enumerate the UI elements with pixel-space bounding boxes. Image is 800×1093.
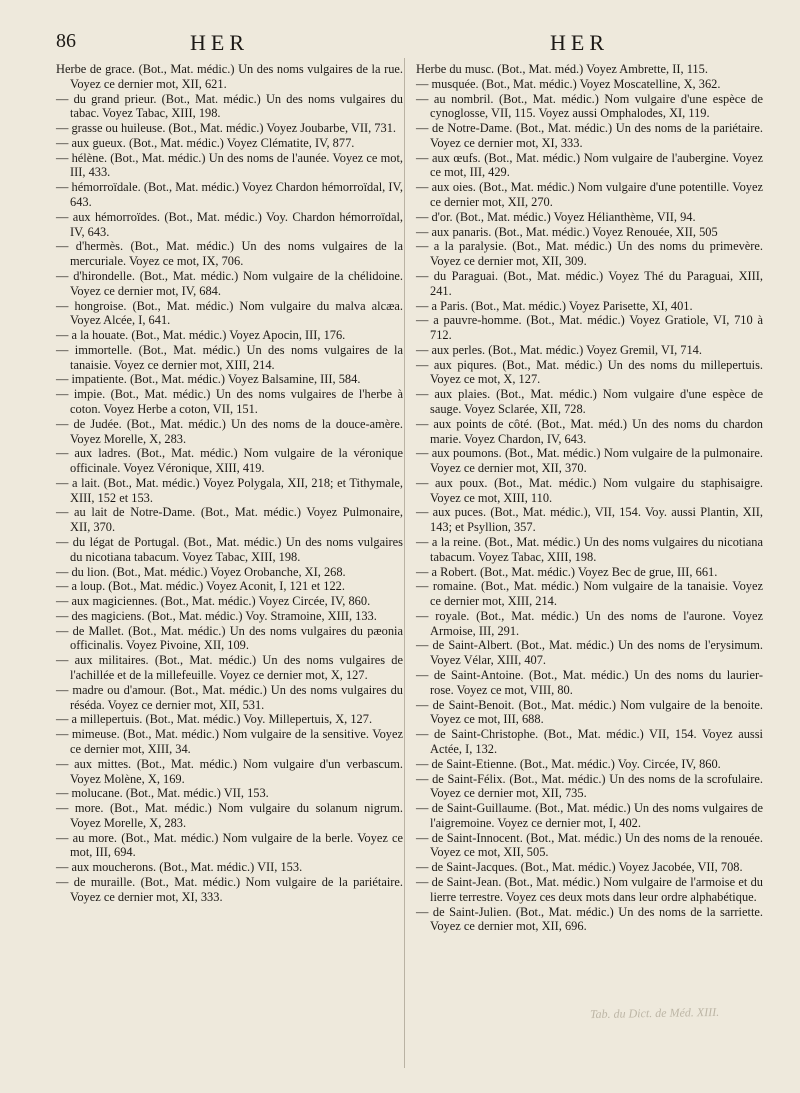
dictionary-entry: — du grand prieur. (Bot., Mat. médic.) Un des noms vulgaires du tabac. Voyez Tabac, XIII, 198. xyxy=(56,91,403,121)
dictionary-entry: — de Judée. (Bot., Mat. médic.) Un des noms de la douce-amère. Voyez Morelle, X, 283. xyxy=(56,416,403,446)
dictionary-entry: Herbe de grace. (Bot., Mat. médic.) Un des noms vulgaires de la rue. Voyez ce dernier mot, XII, 621. xyxy=(56,62,403,91)
dictionary-entry: — aux puces. (Bot., Mat. médic.), VII, 154. Voy. aussi Plantin, XII, 143; et Psyllion, 357. xyxy=(416,505,763,535)
dictionary-entry: — au nombril. (Bot., Mat. médic.) Nom vulgaire d'une espèce de cynoglosse, VII, 115. Voyez aussi Omphalodes, XI, 119. xyxy=(416,91,763,121)
dictionary-entry: — madre ou d'amour. (Bot., Mat. médic.) Un des noms vulgaires du réséda. Voyez ce dernier mot, XII, 531. xyxy=(56,682,403,712)
dictionary-entry: — hémorroïdale. (Bot., Mat. médic.) Voyez Chardon hémorroïdal, IV, 643. xyxy=(56,180,403,210)
running-head-right: HER xyxy=(550,30,609,55)
dictionary-entry: — de Saint-Jean. (Bot., Mat. médic.) Nom vulgaire de l'armoise et du lierre terrestre. Voyez ces deux mots dans leur ordre alphabétique. xyxy=(416,874,763,904)
dictionary-entry: — a loup. (Bot., Mat. médic.) Voyez Aconit, I, 121 et 122. xyxy=(56,579,345,594)
dictionary-entry: — de Saint-Etienne. (Bot., Mat. médic.) Voy. Circée, IV, 860. xyxy=(416,756,721,771)
dictionary-entry: — immortelle. (Bot., Mat. médic.) Un des noms vulgaires de la tanaisie. Voyez ce dernier mot, XIII, 214. xyxy=(56,342,403,372)
dictionary-entry: — aux poumons. (Bot., Mat. médic.) Nom vulgaire de la pulmonaire. Voyez ce dernier mot, XII, 370. xyxy=(416,446,763,476)
dictionary-entry: — aux mittes. (Bot., Mat. médic.) Nom vulgaire d'un verbascum. Voyez Molène, X, 169. xyxy=(56,756,403,786)
page-header xyxy=(0,30,800,60)
dictionary-entry: — impatiente. (Bot., Mat. médic.) Voyez Balsamine, III, 584. xyxy=(56,372,361,387)
dictionary-entry: — a la reine. (Bot., Mat. médic.) Un des noms vulgaires du nicotiana tabacum. Voyez Tabac, XIII, 198. xyxy=(416,535,763,564)
dictionary-entry: — d'hirondelle. (Bot., Mat. médic.) Nom vulgaire de la chélidoine. Voyez ce dernier mot, IV, 684. xyxy=(56,268,403,298)
dictionary-entry: — aux poux. (Bot., Mat. médic.) Nom vulgaire du staphisaigre. Voyez ce mot, XIII, 110. xyxy=(416,475,763,505)
dictionary-entry: — aux militaires. (Bot., Mat. médic.) Un des noms vulgaires de l'achillée et de la millefeuille. Voyez ce dernier mot, X, 127. xyxy=(56,653,403,683)
dictionary-entry: — hélène. (Bot., Mat. médic.) Un des noms de l'aunée. Voyez ce mot, III, 433. xyxy=(56,150,403,180)
dictionary-entry: — aux panaris. (Bot., Mat. médic.) Voyez Renouée, XII, 505 xyxy=(416,224,718,239)
dictionary-entry: — du lion. (Bot., Mat. médic.) Voyez Orobanche, XI, 268. xyxy=(56,564,346,579)
dictionary-entry: — de Saint-Innocent. (Bot., Mat. médic.) Un des noms de la renouée. Voyez ce mot, XII, 505. xyxy=(416,830,763,860)
dictionary-entry: — aux plaies. (Bot., Mat. médic.) Nom vulgaire d'une espèce de sauge. Voyez Sclarée, XII, 728. xyxy=(416,387,763,416)
dictionary-entry: — a millepertuis. (Bot., Mat. médic.) Voy. Millepertuis, X, 127. xyxy=(56,712,373,727)
dictionary-entry: — de Saint-Benoit. (Bot., Mat. médic.) Nom vulgaire de la benoite. Voyez ce mot, III, 688. xyxy=(416,697,763,727)
dictionary-entry: — de Saint-Julien. (Bot., Mat. médic.) Un des noms de la sarriette. Voyez ce dernier mot, XII, 696. xyxy=(416,904,763,934)
left-column xyxy=(56,62,403,905)
dictionary-entry: — aux ladres. (Bot., Mat. médic.) Nom vulgaire de la véronique officinale. Voyez Véronique, XIII, 419. xyxy=(56,446,403,476)
dictionary-entry: — aux moucherons. (Bot., Mat. médic.) VII, 153. xyxy=(56,860,303,875)
dictionary-entry: — impie. (Bot., Mat. médic.) Un des noms vulgaires de l'herbe à coton. Voyez Herbe a coton, VII, 151. xyxy=(56,387,403,416)
dictionary-entry: — au more. (Bot., Mat. médic.) Nom vulgaire de la berle. Voyez ce mot, III, 694. xyxy=(56,830,403,860)
dictionary-entry: — de Saint-Antoine. (Bot., Mat. médic.) Un des noms du laurier-rose. Voyez ce mot, VIII, 80. xyxy=(416,668,763,697)
dictionary-entry: — de Saint-Christophe. (Bot., Mat. médic.) VII, 154. Voyez aussi Actée, I, 132. xyxy=(416,727,763,756)
dictionary-entry: — d'hermès. (Bot., Mat. médic.) Un des noms vulgaires de la mercuriale. Voyez ce mot, IX, 706. xyxy=(56,239,403,269)
dictionary-entry: — aux magiciennes. (Bot., Mat. médic.) Voyez Circée, IV, 860. xyxy=(56,594,371,609)
dictionary-entry: — de Saint-Albert. (Bot., Mat. médic.) Un des noms de l'erysimum. Voyez Vélar, XIII, 407. xyxy=(416,638,763,668)
dictionary-entry: — molucane. (Bot., Mat. médic.) VII, 153. xyxy=(56,786,269,801)
dictionary-entry: — aux gueux. (Bot., Mat. médic.) Voyez Clématite, IV, 877. xyxy=(56,135,355,150)
dictionary-entry: — aux oies. (Bot., Mat. médic.) Nom vulgaire d'une potentille. Voyez ce dernier mot, XII, 270. xyxy=(416,180,763,210)
dictionary-entry: — d'or. (Bot., Mat. médic.) Voyez Hélianthème, VII, 94. xyxy=(416,209,696,224)
dictionary-entry: Herbe du musc. (Bot., Mat. méd.) Voyez Ambrette, II, 115. xyxy=(416,62,708,76)
right-column xyxy=(416,62,763,934)
dictionary-entry: — a Robert. (Bot., Mat. médic.) Voyez Bec de grue, III, 661. xyxy=(416,564,718,579)
dictionary-entry: — du légat de Portugal. (Bot., Mat. médic.) Un des noms vulgaires du nicotiana tabacum. Voyez Tabac, XIII, 198. xyxy=(56,535,403,564)
dictionary-entry: — de Mallet. (Bot., Mat. médic.) Un des noms vulgaires du pæonia officinalis. Voyez Pivoine, XII, 109. xyxy=(56,623,403,653)
dictionary-entry: — aux points de côté. (Bot., Mat. méd.) Un des noms du chardon marie. Voyez Chardon, IV, 643. xyxy=(416,416,763,446)
dictionary-entry: — musquée. (Bot., Mat. médic.) Voyez Moscatelline, X, 362. xyxy=(416,76,721,91)
dictionary-entry: — a pauvre-homme. (Bot., Mat. médic.) Voyez Gratiole, VI, 710 à 712. xyxy=(416,313,763,343)
dictionary-entry: — aux hémorroïdes. (Bot., Mat. médic.) Voy. Chardon hémorroïdal, IV, 643. xyxy=(56,209,403,239)
dictionary-entry: — romaine. (Bot., Mat. médic.) Nom vulgaire de la tanaisie. Voyez ce dernier mot, XIII, 214. xyxy=(416,579,763,609)
dictionary-entry: — des magiciens. (Bot., Mat. médic.) Voy. Stramoine, XIII, 133. xyxy=(56,608,377,623)
dictionary-entry: — a Paris. (Bot., Mat. médic.) Voyez Parisette, XI, 401. xyxy=(416,298,693,313)
dictionary-entry: — a la houate. (Bot., Mat. médic.) Voyez Apocin, III, 176. xyxy=(56,328,346,343)
dictionary-entry: — hongroise. (Bot., Mat. médic.) Nom vulgaire du malva alcæa. Voyez Alcée, I, 641. xyxy=(56,298,403,328)
dictionary-entry: — de Saint-Guillaume. (Bot., Mat. médic.) Un des noms vulgaires de l'aigremoine. Voyez ce dernier mot, I, 402. xyxy=(416,801,763,830)
running-head-left: HER xyxy=(190,30,249,55)
dictionary-entry: — grasse ou huileuse. (Bot., Mat. médic.) Voyez Joubarbe, VII, 731. xyxy=(56,121,396,136)
dictionary-entry: — de Notre-Dame. (Bot., Mat. médic.) Un des noms de la pariétaire. Voyez ce dernier mot, XI, 333. xyxy=(416,121,763,150)
dictionary-entry: — more. (Bot., Mat. médic.) Nom vulgaire du solanum nigrum. Voyez Morelle, X, 283. xyxy=(56,801,403,830)
dictionary-entry: — a la paralysie. (Bot., Mat. médic.) Un des noms du primevère. Voyez ce dernier mot, XII, 309. xyxy=(416,239,763,269)
dictionary-entry: — de muraille. (Bot., Mat. médic.) Nom vulgaire de la pariétaire. Voyez ce dernier mot, XI, 333. xyxy=(56,874,403,904)
dictionary-entry: — royale. (Bot., Mat. médic.) Un des noms de l'aurone. Voyez Armoise, III, 291. xyxy=(416,608,763,638)
dictionary-entry: — du Paraguai. (Bot., Mat. médic.) Voyez Thé du Paraguai, XIII, 241. xyxy=(416,268,763,298)
dictionary-entry: — au lait de Notre-Dame. (Bot., Mat. médic.) Voyez Pulmonaire, XII, 370. xyxy=(56,505,403,535)
footer-stamp: Tab. du Dict. de Méd. XIII. xyxy=(589,1004,720,1022)
dictionary-entry: — aux piqures. (Bot., Mat. médic.) Un des noms du millepertuis. Voyez ce mot, X, 127. xyxy=(416,357,763,387)
dictionary-entry: — aux œufs. (Bot., Mat. médic.) Nom vulgaire de l'aubergine. Voyez ce mot, III, 429. xyxy=(416,150,763,180)
dictionary-entry: — de Saint-Jacques. (Bot., Mat. médic.) Voyez Jacobée, VII, 708. xyxy=(416,860,743,875)
dictionary-entry: — aux perles. (Bot., Mat. médic.) Voyez Gremil, VI, 714. xyxy=(416,342,702,357)
dictionary-entry: — a lait. (Bot., Mat. médic.) Voyez Polygala, XII, 218; et Tithymale, XIII, 152 et 153. xyxy=(56,475,403,505)
column-divider xyxy=(404,58,405,1068)
page-number: 86 xyxy=(56,30,76,52)
dictionary-entry: — de Saint-Félix. (Bot., Mat. médic.) Un des noms de la scrofulaire. Voyez ce dernier mot, XII, 735. xyxy=(416,771,763,801)
dictionary-entry: — mimeuse. (Bot., Mat. médic.) Nom vulgaire de la sensitive. Voyez ce dernier mot, XIII, 34. xyxy=(56,727,403,756)
